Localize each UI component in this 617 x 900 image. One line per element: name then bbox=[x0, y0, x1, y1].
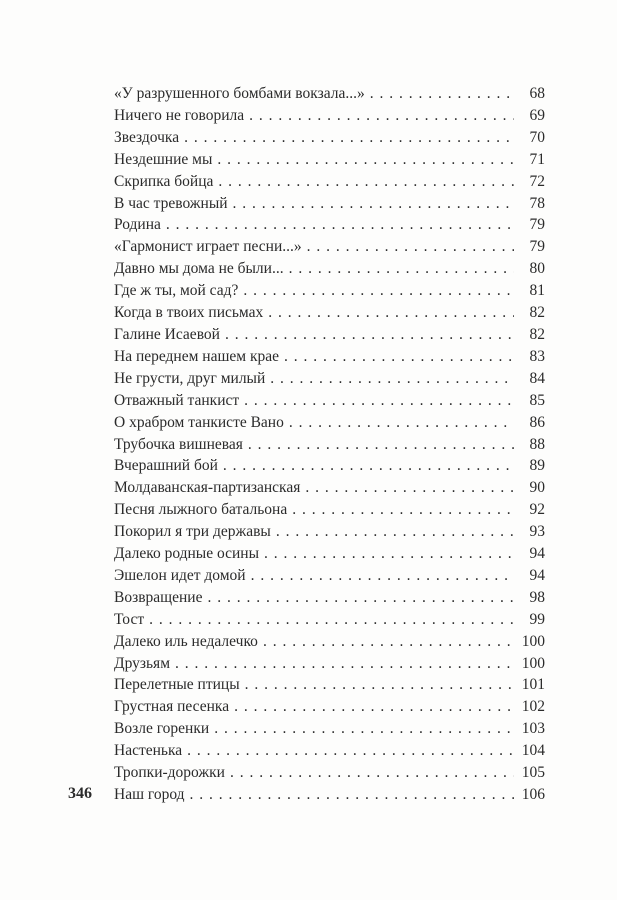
toc-entry-page: 71 bbox=[529, 150, 545, 168]
toc-entry-title: На переднем нашем крае bbox=[114, 347, 280, 365]
toc-entry bbox=[114, 784, 545, 806]
toc-entry-title: Наш город bbox=[114, 786, 185, 803]
toc-entry bbox=[114, 193, 545, 215]
toc-entry-title: Перелетные птицы bbox=[114, 676, 240, 694]
toc-entry bbox=[114, 346, 545, 368]
dot-leader bbox=[207, 587, 514, 609]
toc-entry bbox=[114, 543, 545, 565]
table-of-contents bbox=[114, 83, 545, 806]
toc-entry-page: 89 bbox=[529, 457, 545, 475]
toc-entry-title: Ничего не говорила bbox=[114, 106, 245, 124]
toc-entry-title: Грустная песенка bbox=[114, 698, 230, 716]
toc-entry bbox=[114, 565, 545, 587]
toc-entry-page: 94 bbox=[529, 566, 545, 584]
toc-entry-page: 94 bbox=[529, 545, 545, 563]
toc-entry bbox=[114, 412, 545, 434]
toc-entry-page: 79 bbox=[529, 216, 545, 234]
dot-leader bbox=[249, 105, 514, 127]
toc-entry bbox=[114, 368, 545, 390]
toc-entry bbox=[114, 390, 545, 412]
toc-entry bbox=[114, 762, 545, 784]
toc-entry-page: 82 bbox=[529, 325, 545, 343]
dot-leader bbox=[370, 83, 514, 105]
toc-entry-title: Далеко иль недалечко bbox=[114, 632, 258, 650]
toc-entry bbox=[114, 258, 545, 280]
toc-entry-page: 100 bbox=[521, 632, 545, 650]
toc-entry-page: 72 bbox=[529, 172, 545, 190]
toc-entry-page: 68 bbox=[529, 85, 545, 102]
dot-leader bbox=[234, 696, 514, 718]
toc-entry bbox=[114, 105, 545, 127]
dot-leader bbox=[214, 718, 514, 740]
dot-leader bbox=[187, 740, 514, 762]
toc-entry-page: 78 bbox=[529, 194, 545, 212]
toc-entry bbox=[114, 499, 545, 521]
dot-leader bbox=[289, 258, 514, 280]
toc-entry-title: Покорил я три державы bbox=[114, 523, 271, 541]
dot-leader bbox=[149, 609, 514, 631]
toc-entry-page: 84 bbox=[529, 369, 545, 387]
toc-entry-title: Вчерашний бой bbox=[114, 457, 218, 475]
toc-entry-title: Когда в твоих письмах bbox=[114, 304, 264, 322]
toc-entry bbox=[114, 280, 545, 302]
toc-entry-title: Молдаванская-партизанская bbox=[114, 479, 301, 497]
toc-entry bbox=[114, 149, 545, 171]
toc-entry bbox=[114, 477, 545, 499]
dot-leader bbox=[251, 565, 514, 587]
toc-entry-page: 100 bbox=[521, 654, 545, 672]
toc-entry bbox=[114, 674, 545, 696]
dot-leader bbox=[217, 149, 514, 171]
toc-entry bbox=[114, 171, 545, 193]
toc-entry-title: Возле горенки bbox=[114, 720, 210, 738]
toc-entry-page: 99 bbox=[529, 610, 545, 628]
toc-entry-page: 104 bbox=[521, 742, 545, 760]
dot-leader bbox=[248, 434, 514, 456]
dot-leader bbox=[175, 653, 514, 675]
toc-entry-title: «У разрушенного бомбами вокзала...» bbox=[114, 85, 365, 102]
toc-entry-title: Галине Исаевой bbox=[114, 325, 220, 343]
toc-entry-page: 79 bbox=[529, 238, 545, 256]
toc-entry bbox=[114, 587, 545, 609]
toc-entry-page: 101 bbox=[521, 676, 545, 694]
toc-entry-page: 85 bbox=[529, 391, 545, 409]
dot-leader bbox=[264, 543, 514, 565]
toc-entry-page: 81 bbox=[529, 282, 545, 300]
dot-leader bbox=[190, 784, 514, 806]
toc-entry-page: 69 bbox=[529, 106, 545, 124]
toc-entry bbox=[114, 83, 545, 105]
toc-entry-title: Тропки-дорожки bbox=[114, 764, 225, 782]
dot-leader bbox=[223, 455, 514, 477]
dot-leader bbox=[307, 236, 514, 258]
toc-entry-title: Где ж ты, мой сад? bbox=[114, 282, 239, 300]
dot-leader bbox=[268, 302, 514, 324]
dot-leader bbox=[233, 193, 514, 215]
toc-entry-title: Далеко родные осины bbox=[114, 545, 259, 563]
toc-entry-title: Родина bbox=[114, 216, 161, 234]
toc-entry bbox=[114, 302, 545, 324]
toc-entry-title: Скрипка бойца bbox=[114, 172, 214, 190]
toc-entry-page: 86 bbox=[529, 413, 545, 431]
dot-leader bbox=[243, 280, 514, 302]
dot-leader bbox=[292, 499, 514, 521]
dot-leader bbox=[270, 368, 514, 390]
dot-leader bbox=[244, 390, 514, 412]
toc-entry-title: Звездочка bbox=[114, 128, 180, 146]
toc-entry bbox=[114, 324, 545, 346]
toc-entry bbox=[114, 521, 545, 543]
toc-entry-page: 88 bbox=[529, 435, 545, 453]
dot-leader bbox=[305, 477, 514, 499]
toc-entry-title: Песня лыжного батальона bbox=[114, 501, 288, 519]
dot-leader bbox=[263, 631, 514, 653]
dot-leader bbox=[225, 324, 514, 346]
dot-leader bbox=[276, 521, 514, 543]
toc-entry bbox=[114, 696, 545, 718]
toc-entry-page: 105 bbox=[521, 764, 545, 782]
toc-entry-page: 102 bbox=[521, 698, 545, 716]
toc-entry bbox=[114, 434, 545, 456]
toc-entry-title: Не грусти, друг милый bbox=[114, 369, 266, 387]
toc-entry bbox=[114, 127, 545, 149]
toc-entry-page: 82 bbox=[529, 304, 545, 322]
toc-entry-page: 92 bbox=[529, 501, 545, 519]
toc-entry bbox=[114, 609, 545, 631]
toc-entry-title: Возвращение bbox=[114, 588, 203, 606]
toc-entry-title: Настенька bbox=[114, 742, 183, 760]
page-number: 346 bbox=[68, 785, 92, 802]
toc-entry-page: 90 bbox=[529, 479, 545, 497]
toc-entry-title: Эшелон идет домой bbox=[114, 566, 246, 584]
toc-entry bbox=[114, 214, 545, 236]
toc-entry-title: Друзьям bbox=[114, 654, 170, 672]
toc-entry bbox=[114, 631, 545, 653]
toc-entry-title: «Гармонист играет песни...» bbox=[114, 238, 302, 256]
dot-leader bbox=[218, 171, 514, 193]
toc-entry-page: 103 bbox=[521, 720, 545, 738]
toc-entry-title: Нездешние мы bbox=[114, 150, 213, 168]
toc-entry-page: 98 bbox=[529, 588, 545, 606]
dot-leader bbox=[184, 127, 514, 149]
toc-entry-title: Тост bbox=[114, 610, 145, 628]
toc-entry-title: Давно мы дома не были... bbox=[114, 260, 284, 278]
toc-entry-page: 93 bbox=[529, 523, 545, 541]
toc-entry-page: 83 bbox=[529, 347, 545, 365]
toc-entry bbox=[114, 455, 545, 477]
toc-entry-page: 70 bbox=[529, 128, 545, 146]
toc-entry-page: 106 bbox=[521, 786, 545, 803]
toc-entry-title: Трубочка вишневая bbox=[114, 435, 243, 453]
dot-leader bbox=[289, 412, 514, 434]
toc-entry-title: Отважный танкист bbox=[114, 391, 240, 409]
toc-entry bbox=[114, 740, 545, 762]
toc-entry-title: В час тревожный bbox=[114, 194, 228, 212]
dot-leader bbox=[230, 762, 514, 784]
toc-entry bbox=[114, 718, 545, 740]
toc-entry bbox=[114, 653, 545, 675]
dot-leader bbox=[284, 346, 514, 368]
toc-entry bbox=[114, 236, 545, 258]
dot-leader bbox=[166, 214, 514, 236]
toc-entry-title: О храбром танкисте Вано bbox=[114, 413, 284, 431]
dot-leader bbox=[245, 674, 514, 696]
toc-entry-page: 80 bbox=[529, 260, 545, 278]
